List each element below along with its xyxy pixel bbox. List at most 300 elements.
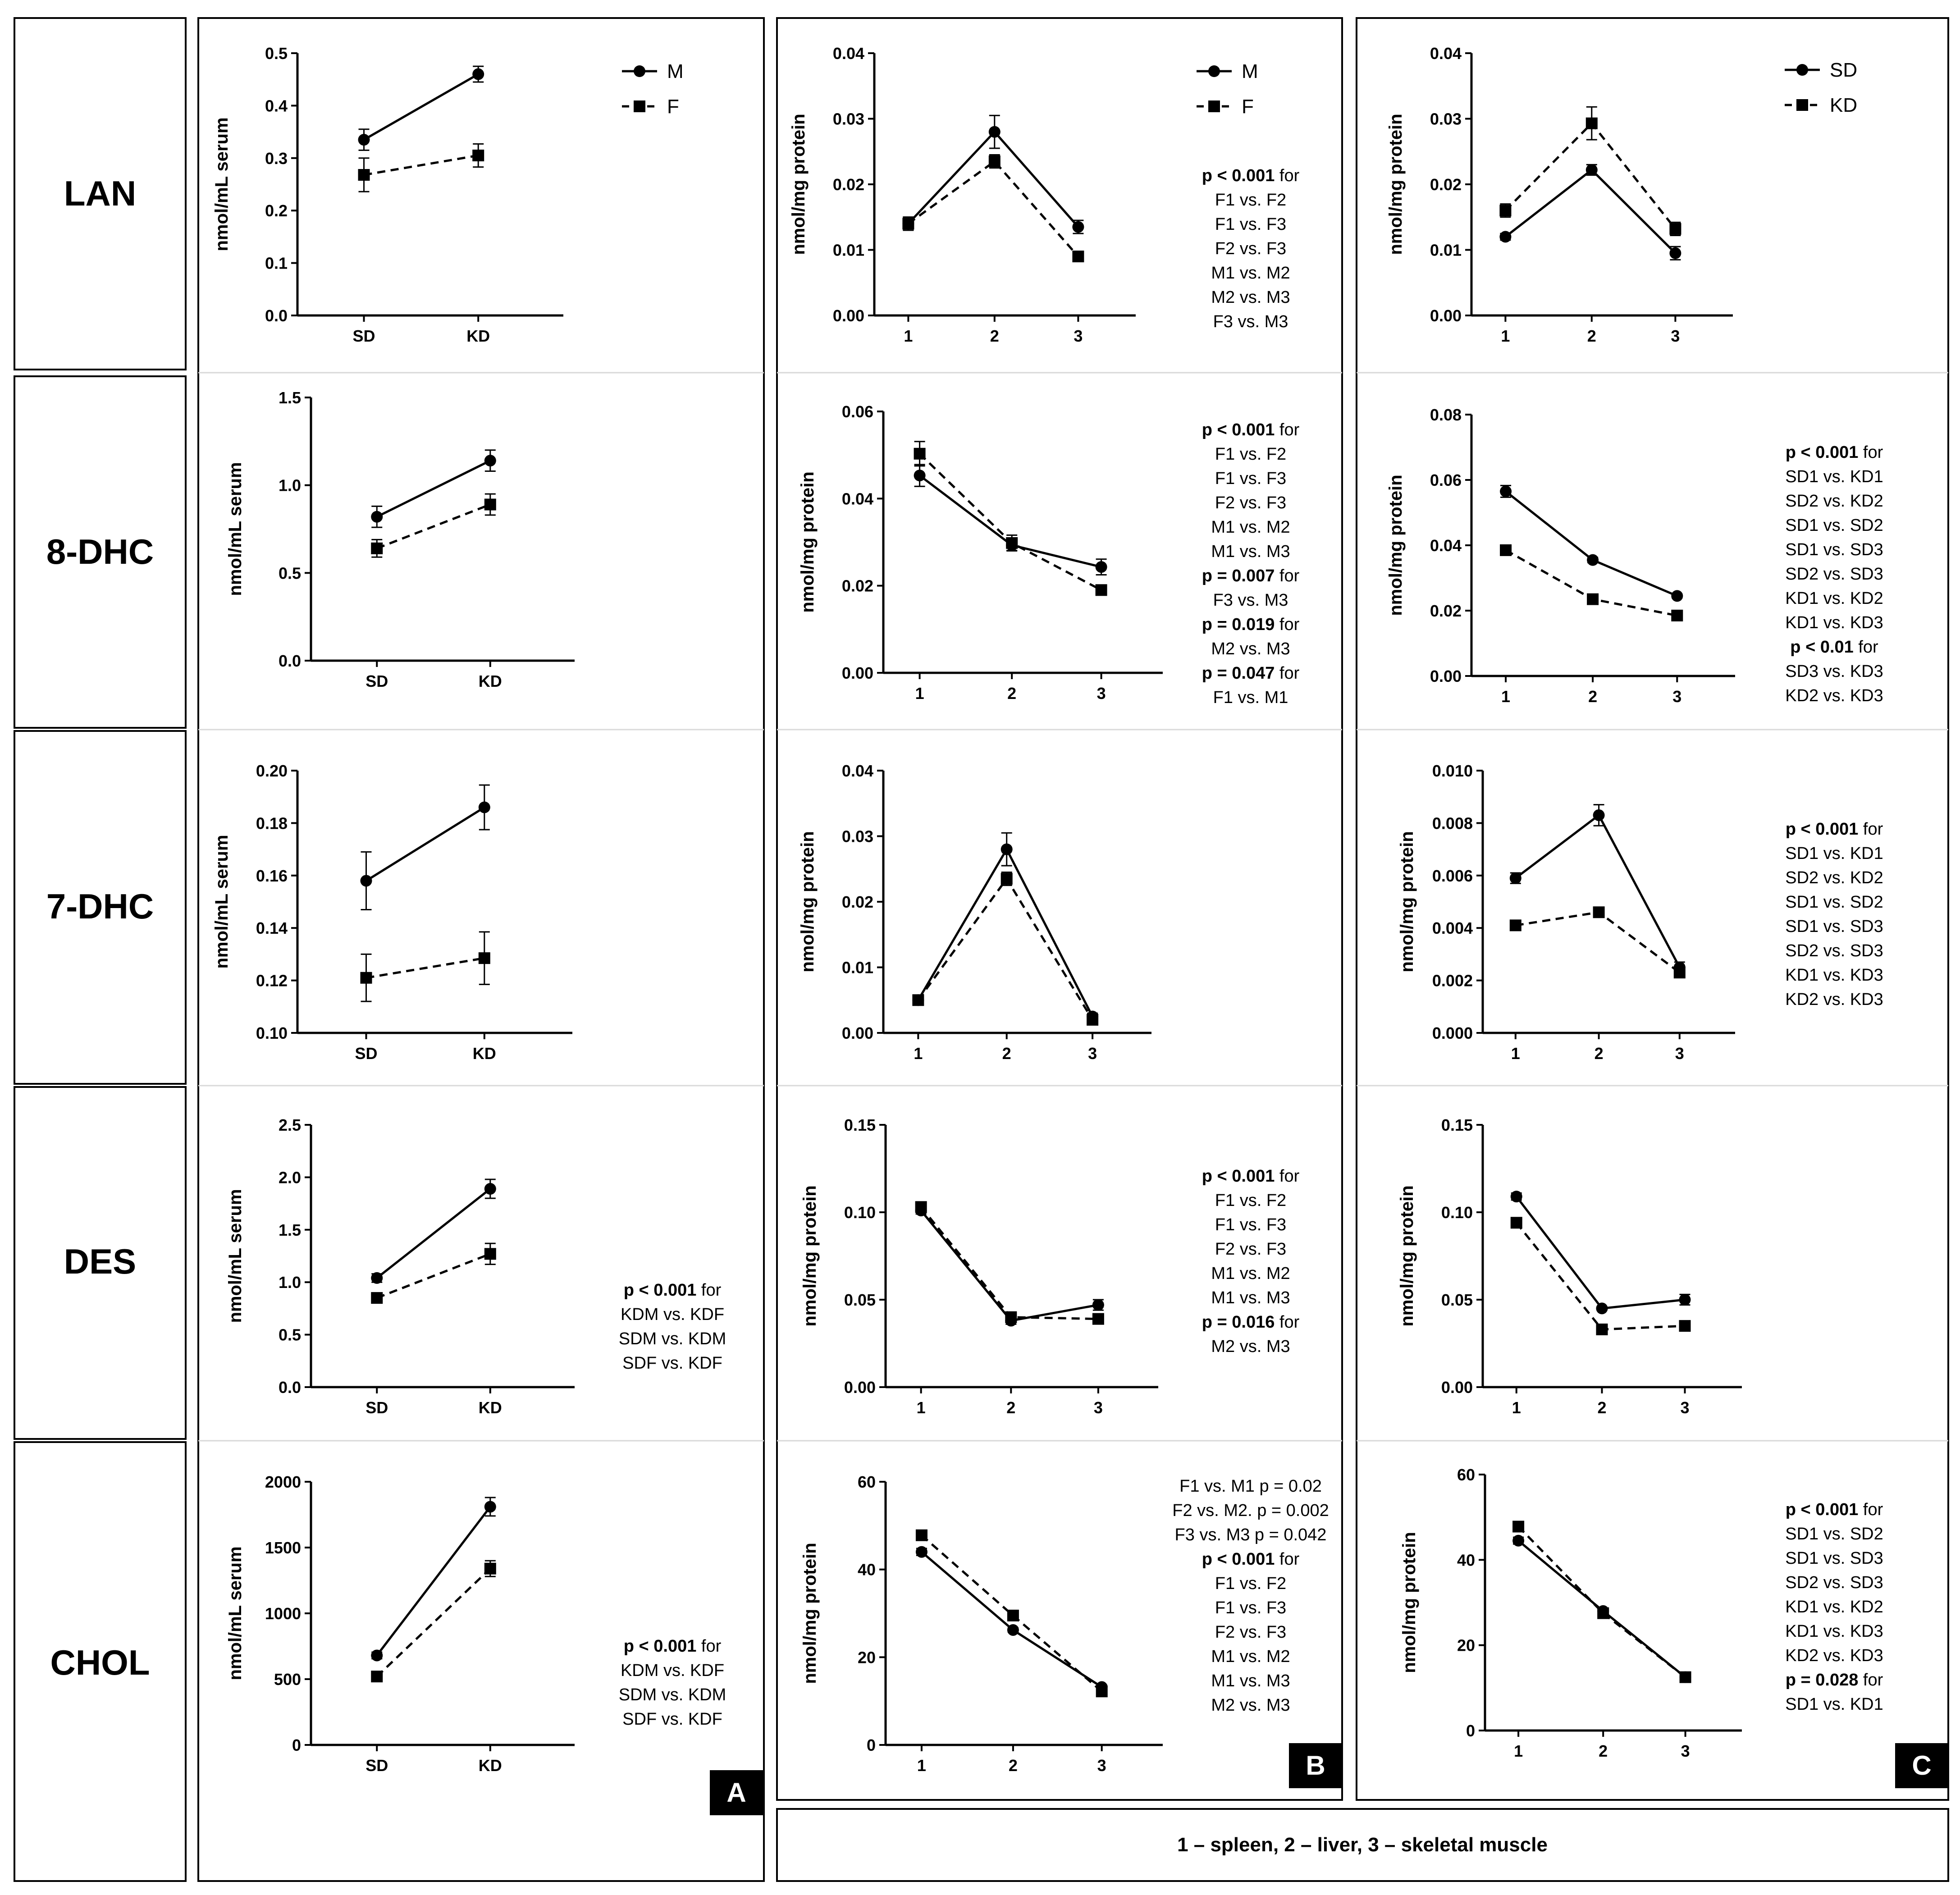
annotation-bold: p < 0.001	[1202, 1550, 1275, 1569]
annotation-line: F1 vs. M1	[1213, 688, 1288, 707]
x-tick-label: KD	[466, 327, 490, 345]
y-tick-label: 0	[866, 1736, 876, 1754]
chart-LAN-A	[212, 44, 684, 345]
annotation-line	[1786, 820, 1883, 839]
data-point	[1092, 1313, 1104, 1325]
annotation-line: M1 vs. M2	[1211, 1264, 1290, 1283]
data-point	[361, 875, 372, 886]
x-tick-label: 1	[1511, 1044, 1520, 1063]
chart-CHOL-A	[225, 1473, 726, 1775]
chart-7DHC-C	[1397, 762, 1883, 1063]
annotation-line: SD1 vs. SD2	[1785, 893, 1883, 912]
annotation-line	[1786, 1500, 1883, 1519]
annotation-line: M2 vs. M3	[1211, 288, 1290, 307]
data-point	[902, 218, 914, 229]
annotation-line: KD1 vs. KD3	[1785, 1622, 1883, 1641]
annotation-rest: for	[1858, 443, 1883, 462]
y-axis-label: nmol/mL serum	[225, 1189, 245, 1323]
data-point	[361, 972, 372, 984]
data-point	[1586, 118, 1598, 129]
y-axis-label: nmol/mg protein	[1397, 1185, 1417, 1327]
data-point	[472, 150, 484, 161]
annotation-line: KDM vs. KDF	[620, 1661, 725, 1680]
series-line	[1517, 1196, 1685, 1308]
annotation-line: SD1 vs. SD2	[1785, 516, 1883, 535]
y-tick-label: 0.0	[278, 652, 301, 670]
y-tick-label: 0	[1466, 1721, 1475, 1740]
y-tick-label: 1.5	[278, 1220, 301, 1239]
y-tick-label: 20	[857, 1648, 876, 1667]
series-line	[364, 155, 479, 175]
data-point	[916, 1546, 927, 1558]
annotation-line: KD1 vs. KD2	[1785, 589, 1883, 608]
data-point	[1796, 99, 1808, 111]
annotation-line: SD1 vs. SD3	[1785, 917, 1883, 936]
annotation-bold: p < 0.001	[1202, 420, 1275, 439]
annotation-rest: for	[696, 1637, 722, 1656]
data-point	[1593, 906, 1605, 918]
annotation-line: SD1 vs. SD2	[1785, 1525, 1883, 1543]
data-point	[1500, 544, 1512, 556]
data-point	[1510, 872, 1521, 884]
annotation-line: KD1 vs. KD2	[1785, 1598, 1883, 1616]
x-tick-label: 1	[914, 1044, 923, 1063]
data-point	[1680, 1671, 1691, 1683]
x-tick-label: 2	[1006, 1398, 1016, 1417]
x-tick-label: 3	[1675, 1044, 1684, 1063]
data-point	[1499, 231, 1511, 242]
data-point	[1596, 1324, 1608, 1335]
y-tick-label: 0.00	[1430, 306, 1462, 325]
y-tick-label: 0.00	[1430, 667, 1462, 685]
y-tick-label: 0.03	[832, 110, 864, 128]
y-axis-label: nmol/mL serum	[212, 117, 232, 251]
annotation-line: M1 vs. M2	[1211, 264, 1290, 283]
y-axis-label: nmol/mg protein	[798, 471, 818, 613]
annotation-line: KD2 vs. KD3	[1785, 1646, 1883, 1665]
y-tick-label: 2.0	[278, 1168, 301, 1187]
series-line	[366, 958, 484, 978]
series-line	[377, 1569, 490, 1676]
annotation-bold: p < 0.001	[623, 1637, 697, 1656]
y-tick-label: 2.5	[278, 1116, 301, 1134]
annotation-rest: for	[1858, 1500, 1883, 1519]
data-point	[1597, 1607, 1609, 1619]
chart-8DHC-C	[1386, 406, 1883, 706]
annotation-line: F1 vs. M1 p = 0.02	[1179, 1477, 1322, 1496]
chart-LAN-C	[1386, 44, 1857, 345]
x-tick-label: 1	[917, 1756, 926, 1775]
data-point	[1511, 1217, 1522, 1228]
annotation-line: SD2 vs. SD3	[1785, 941, 1883, 960]
annotation-bold: p < 0.001	[1785, 1500, 1859, 1519]
data-point	[371, 1671, 383, 1682]
annotation-line: SD1 vs. KD1	[1785, 844, 1883, 863]
annotation-bold: p < 0.001	[1785, 443, 1859, 462]
x-tick-label: 3	[1097, 1756, 1106, 1775]
data-point	[1096, 584, 1107, 596]
data-point	[1596, 1302, 1608, 1314]
y-tick-label: 1.0	[278, 476, 301, 495]
y-tick-label: 0.12	[256, 971, 288, 990]
annotation-line	[1786, 443, 1883, 462]
annotation-line: F3 vs. M3	[1213, 591, 1288, 610]
y-tick-label: 0.010	[1432, 762, 1473, 780]
series-line	[921, 1210, 1098, 1320]
annotation-rest: for	[1275, 566, 1300, 585]
annotation-line: F1 vs. F3	[1215, 1598, 1287, 1617]
y-tick-label: 0.0	[265, 306, 288, 325]
annotation-line: M2 vs. M3	[1211, 639, 1290, 658]
annotation-line: M1 vs. M3	[1211, 1288, 1290, 1307]
x-tick-label: 1	[916, 1398, 926, 1417]
annotation-line: F1 vs. F2	[1215, 1574, 1287, 1593]
annotation-line: F1 vs. F2	[1215, 445, 1287, 464]
chart-DES-B	[800, 1116, 1300, 1417]
x-tick-label: SD	[355, 1044, 378, 1063]
x-tick-label: SD	[366, 672, 388, 690]
annotation-line: SDM vs. KDM	[618, 1329, 726, 1348]
data-point	[1072, 221, 1084, 233]
y-axis-label: nmol/mg protein	[800, 1185, 820, 1327]
data-point	[1593, 809, 1605, 821]
row-label: LAN	[64, 174, 137, 213]
y-tick-label: 0.02	[1430, 175, 1462, 194]
annotation-line	[1202, 664, 1300, 683]
x-tick-label: 3	[1671, 327, 1680, 345]
chart-CHOL-B	[800, 1473, 1329, 1775]
annotation-line: SD2 vs. KD2	[1785, 492, 1883, 511]
annotation-bold: p < 0.01	[1790, 638, 1854, 657]
chart-DES-C	[1397, 1116, 1742, 1417]
y-tick-label: 0.00	[841, 664, 873, 682]
annotation-rest: for	[1858, 1671, 1883, 1690]
annotation-line: KD1 vs. KD3	[1785, 966, 1883, 985]
series-line	[377, 1254, 490, 1298]
data-point	[1671, 590, 1683, 602]
data-point	[1587, 554, 1599, 566]
y-tick-label: 0.02	[841, 893, 873, 911]
data-point	[989, 126, 1001, 138]
y-tick-label: 1.5	[278, 388, 301, 407]
data-point	[1001, 844, 1013, 855]
x-tick-label: 3	[1088, 1044, 1097, 1063]
data-point	[1006, 537, 1018, 549]
data-point	[1669, 223, 1681, 235]
y-tick-label: 0.01	[832, 241, 864, 260]
row-label: CHOL	[50, 1643, 150, 1682]
y-tick-label: 0.04	[841, 762, 873, 780]
x-tick-label: KD	[478, 1756, 502, 1775]
annotation-line: SDM vs. KDM	[618, 1685, 726, 1704]
annotation-line: SD2 vs. SD3	[1785, 565, 1883, 584]
series-line	[918, 879, 1092, 1020]
y-tick-label: 60	[857, 1473, 876, 1491]
x-tick-label: 2	[1594, 1044, 1604, 1063]
y-tick-label: 0.1	[265, 254, 288, 273]
annotation-line: F2 vs. F3	[1215, 493, 1287, 512]
y-tick-label: 0.00	[841, 1024, 873, 1042]
annotation-line	[1202, 166, 1300, 185]
y-tick-label: 0.08	[1430, 406, 1462, 424]
y-tick-label: 0.15	[844, 1116, 876, 1134]
data-point	[1096, 1685, 1108, 1697]
series-line	[377, 461, 490, 517]
y-tick-label: 0.16	[256, 866, 288, 885]
x-tick-label: 2	[1599, 1742, 1608, 1760]
y-tick-label: 0.06	[1430, 471, 1462, 489]
series-line	[1506, 491, 1677, 596]
y-tick-label: 1000	[265, 1604, 301, 1623]
row-labels	[46, 174, 154, 1682]
data-point	[1001, 873, 1013, 885]
y-tick-label: 0.04	[1430, 44, 1462, 63]
annotation-bold: p < 0.001	[1202, 1167, 1275, 1186]
data-point	[914, 470, 926, 481]
y-tick-label: 0.01	[1430, 241, 1462, 260]
data-point	[472, 68, 484, 80]
annotation-rest: for	[1275, 1550, 1300, 1569]
annotation-line: M1 vs. M2	[1211, 1647, 1290, 1666]
chart-LAN-B	[789, 44, 1300, 345]
annotation-line	[1202, 420, 1300, 439]
y-tick-label: 0.02	[1430, 602, 1462, 620]
y-tick-label: 40	[1457, 1551, 1475, 1570]
data-point	[1671, 610, 1683, 621]
annotation-line: SD1 vs. SD3	[1785, 1549, 1883, 1568]
x-tick-label: KD	[478, 1398, 502, 1417]
data-point	[1499, 205, 1511, 216]
y-tick-label: 0.2	[265, 201, 288, 220]
y-axis-label: nmol/mg protein	[1386, 475, 1406, 616]
y-tick-label: 0.008	[1432, 814, 1473, 833]
chart-DES-A	[225, 1116, 726, 1417]
x-tick-label: KD	[472, 1044, 496, 1063]
data-point	[371, 511, 383, 523]
annotation-bold: p = 0.019	[1202, 615, 1275, 634]
data-point	[1208, 65, 1220, 77]
y-tick-label: 1.0	[278, 1273, 301, 1292]
data-point	[1674, 967, 1686, 978]
y-tick-label: 0.004	[1432, 919, 1473, 938]
y-tick-label: 0.000	[1432, 1024, 1473, 1042]
annotation-line	[1202, 566, 1300, 585]
x-tick-label: 3	[1680, 1398, 1690, 1417]
y-axis-label: nmol/mL serum	[212, 835, 232, 969]
annotation-line: F3 vs. M3 p = 0.042	[1174, 1525, 1327, 1544]
data-point	[358, 169, 370, 181]
x-tick-label: SD	[352, 327, 375, 345]
y-tick-label: 0.02	[841, 576, 873, 595]
data-point	[1096, 561, 1107, 573]
y-tick-label: 0.5	[278, 564, 301, 583]
data-point	[912, 994, 924, 1006]
panel-A-frame	[198, 18, 764, 1881]
annotation-bold: p < 0.001	[1785, 820, 1859, 839]
annotation-rest: for	[1275, 420, 1300, 439]
annotation-line	[1790, 638, 1878, 657]
x-tick-label: 2	[1597, 1398, 1607, 1417]
data-point	[1679, 1294, 1691, 1306]
legend-label: M	[667, 60, 684, 82]
y-tick-label: 60	[1457, 1466, 1475, 1484]
annotation-rest: for	[1275, 1313, 1300, 1332]
row-label: 7-DHC	[46, 886, 154, 926]
y-tick-label: 0.3	[265, 149, 288, 168]
series-line	[920, 454, 1101, 590]
data-point	[1586, 164, 1598, 176]
annotation-line: KD1 vs. KD3	[1785, 613, 1883, 632]
y-tick-label: 2000	[265, 1473, 301, 1491]
annotation-line: SDF vs. KDF	[622, 1710, 722, 1729]
x-tick-label: 2	[1002, 1044, 1011, 1063]
y-tick-label: 0.05	[844, 1291, 876, 1309]
annotation-line: SD3 vs. KD3	[1785, 662, 1883, 681]
row-label: 8-DHC	[46, 532, 154, 571]
annotation-line	[1786, 1671, 1883, 1690]
row-label: DES	[64, 1242, 137, 1281]
x-tick-label: 2	[1008, 1756, 1018, 1775]
x-tick-label: 1	[1501, 687, 1511, 706]
annotation-line: F2 vs. M2. p = 0.002	[1172, 1501, 1329, 1520]
y-axis-label: nmol/mL serum	[225, 462, 245, 596]
y-tick-label: 0.10	[844, 1203, 876, 1222]
annotation-line: M1 vs. M3	[1211, 542, 1290, 561]
annotation-line	[624, 1637, 722, 1656]
x-tick-label: 1	[1501, 327, 1510, 345]
annotation-rest: for	[1275, 1167, 1300, 1186]
data-point	[371, 1649, 383, 1661]
chart-CHOL-C	[1399, 1466, 1883, 1760]
data-point	[916, 1530, 927, 1541]
annotation-line: M1 vs. M2	[1211, 518, 1290, 537]
charts-layer	[212, 44, 1883, 1775]
annotation-bold: p < 0.001	[1202, 166, 1275, 185]
y-tick-label: 0.04	[832, 44, 864, 63]
y-tick-label: 500	[274, 1670, 301, 1689]
x-tick-label: 3	[1681, 1742, 1690, 1760]
annotation-line: SD1 vs. KD1	[1785, 1695, 1883, 1714]
series-line	[1505, 170, 1675, 253]
annotation-bold: p = 0.007	[1202, 566, 1275, 585]
x-tick-label: 2	[990, 327, 999, 345]
annotation-line: KDM vs. KDF	[620, 1305, 725, 1324]
x-tick-label: 1	[1514, 1742, 1523, 1760]
data-point	[371, 1292, 383, 1304]
data-point	[989, 155, 1001, 167]
chart-7DHC-B	[798, 762, 1151, 1063]
annotation-line: SD1 vs. KD1	[1785, 467, 1883, 486]
annotation-rest: for	[1275, 664, 1300, 683]
x-tick-label: KD	[478, 672, 502, 690]
x-tick-label: 2	[1007, 684, 1017, 703]
y-tick-label: 0.00	[844, 1378, 876, 1397]
annotation-line: F2 vs. F3	[1215, 239, 1287, 258]
annotation-line: F2 vs. F3	[1215, 1623, 1287, 1642]
y-tick-label: 0.006	[1432, 866, 1473, 885]
y-tick-label: 0.20	[256, 762, 288, 780]
annotation-bold: p = 0.047	[1202, 664, 1275, 683]
annotation-bold: p < 0.001	[623, 1281, 697, 1300]
y-tick-label: 0.04	[841, 489, 873, 508]
annotation-rest: for	[696, 1281, 722, 1300]
data-point	[1669, 247, 1681, 259]
legend-label: F	[667, 96, 679, 118]
data-point	[1512, 1521, 1524, 1532]
annotation-line: F1 vs. F3	[1215, 1215, 1287, 1234]
y-tick-label: 1500	[265, 1539, 301, 1557]
data-point	[479, 801, 490, 813]
legend-label: KD	[1830, 94, 1858, 116]
legend-label: M	[1242, 60, 1258, 82]
data-point	[1679, 1320, 1691, 1332]
annotation-line: KD2 vs. KD3	[1785, 990, 1883, 1009]
annotation-line	[624, 1281, 722, 1300]
data-point	[484, 1501, 496, 1512]
y-tick-label: 0.15	[1441, 1116, 1473, 1134]
data-point	[915, 1201, 927, 1213]
y-tick-label: 0	[292, 1736, 301, 1754]
y-tick-label: 0.00	[1441, 1378, 1473, 1397]
y-tick-label: 20	[1457, 1636, 1475, 1655]
series-line	[1518, 1526, 1686, 1677]
annotation-line: F3 vs. M3	[1213, 312, 1288, 331]
data-point	[484, 1183, 496, 1195]
legend-label: F	[1242, 96, 1254, 118]
annotation-line	[1202, 1167, 1300, 1186]
y-axis-label: nmol/mg protein	[789, 114, 809, 255]
y-axis-label: nmol/mg protein	[1386, 114, 1406, 255]
series-line	[377, 1189, 490, 1278]
annotation-line	[1202, 1313, 1300, 1332]
x-tick-label: 1	[904, 327, 913, 345]
y-axis-label: nmol/mg protein	[1397, 831, 1417, 973]
data-point	[1007, 1624, 1019, 1636]
annotation-line: SD2 vs. KD2	[1785, 868, 1883, 887]
data-point	[484, 1563, 496, 1575]
data-point	[1087, 1014, 1098, 1026]
annotation-rest: for	[1275, 615, 1300, 634]
data-point	[371, 1272, 383, 1284]
annotation-line	[1202, 615, 1300, 634]
chart-8DHC-B	[798, 402, 1300, 707]
series-line	[908, 161, 1078, 256]
data-point	[1511, 1191, 1522, 1202]
x-tick-label: 1	[915, 684, 924, 703]
y-tick-label: 0.02	[832, 175, 864, 194]
data-point	[1512, 1535, 1524, 1547]
data-point	[1092, 1299, 1104, 1311]
x-tick-label: 2	[1588, 687, 1598, 706]
annotation-rest: for	[1858, 820, 1883, 839]
y-axis-label: nmol/mL serum	[225, 1546, 245, 1680]
series-line	[377, 1507, 490, 1655]
data-point	[1796, 64, 1808, 76]
annotation-line: SD1 vs. SD3	[1785, 540, 1883, 559]
x-tick-label: SD	[366, 1756, 388, 1775]
annotation-rest: for	[1275, 166, 1300, 185]
annotation-line: F1 vs. F3	[1215, 215, 1287, 234]
annotation-line: F1 vs. F2	[1215, 1191, 1287, 1210]
data-point	[484, 498, 496, 510]
x-tick-label: 3	[1093, 1398, 1103, 1417]
data-point	[1510, 919, 1521, 931]
data-point	[1072, 251, 1084, 262]
data-point	[1005, 1311, 1017, 1323]
y-tick-label: 0.03	[841, 827, 873, 846]
y-axis-label: nmol/mg protein	[1399, 1532, 1419, 1673]
panel-B-label: B	[1306, 1750, 1325, 1781]
